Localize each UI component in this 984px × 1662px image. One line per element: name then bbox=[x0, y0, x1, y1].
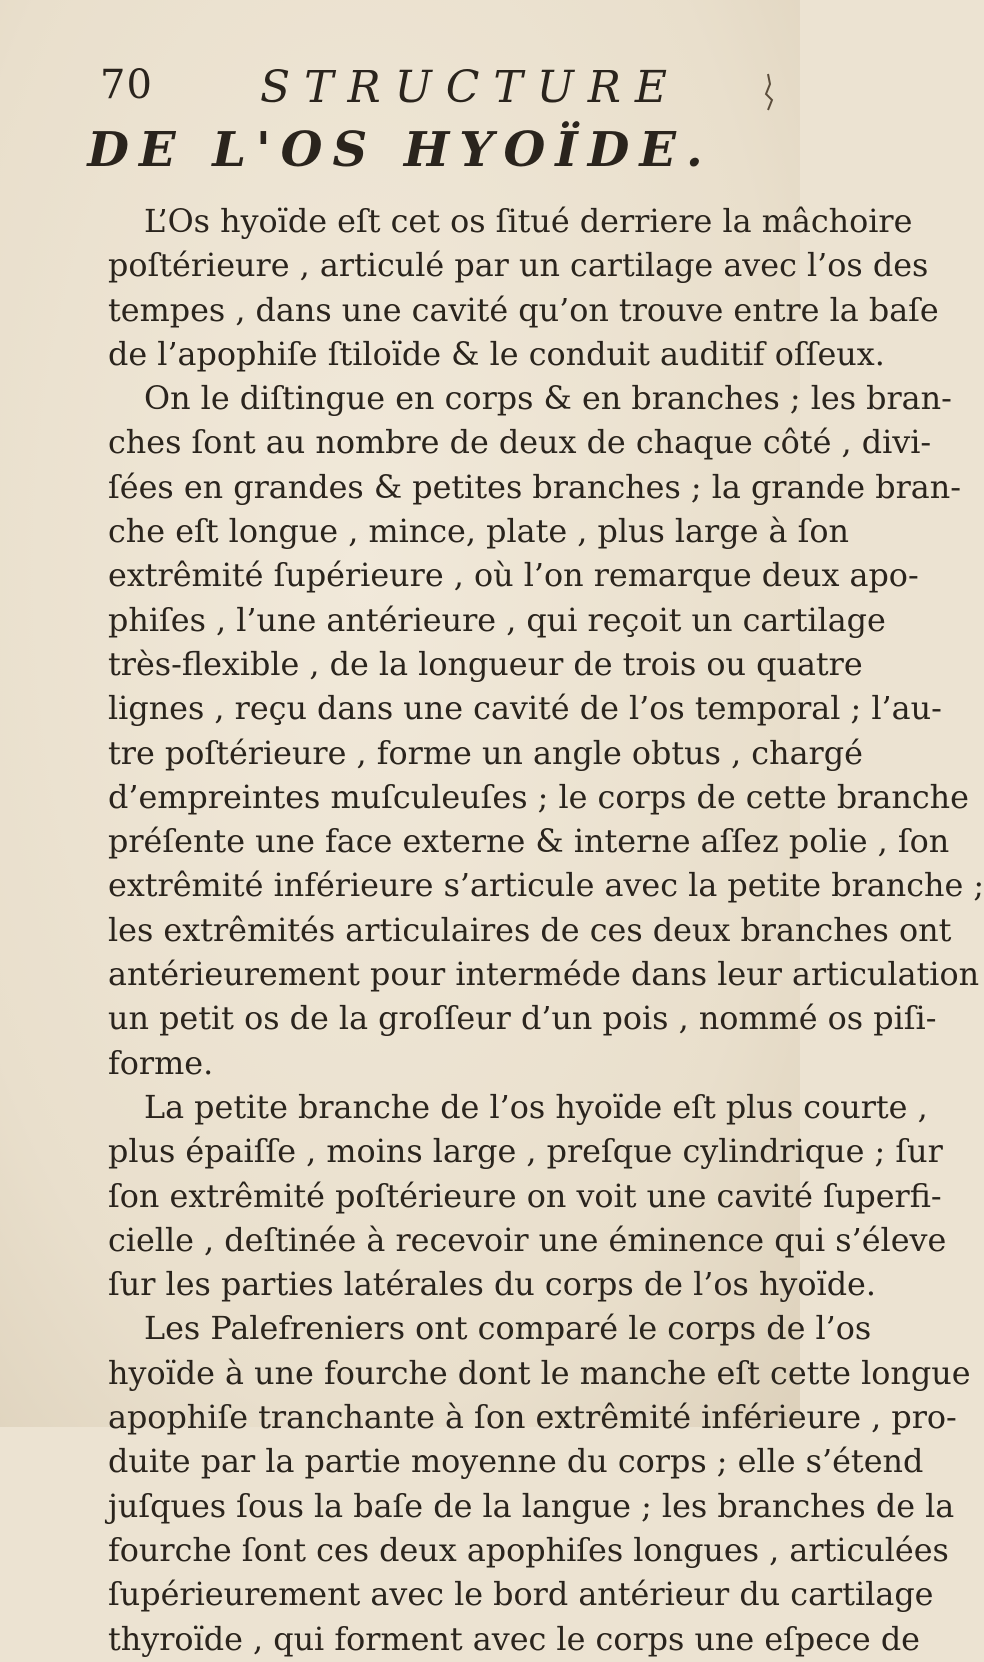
text-line: tempes , dans une cavité qu’on trouve entre la baſe bbox=[108, 291, 939, 329]
text-line: cielle , deſtinée à recevoir une éminence qui s’éleve bbox=[108, 1221, 947, 1259]
text-line: ſon extrêmité poſtérieure on voit une cavité ſuperfi- bbox=[108, 1177, 942, 1215]
text-line: L’Os hyoïde eſt cet os ſitué derriere la mâchoire bbox=[144, 203, 913, 240]
body-text bbox=[108, 200, 984, 1662]
running-title: STRUCTURE bbox=[260, 62, 682, 113]
text-line: extrêmité ſupérieure , où l’on remarque deux apo- bbox=[108, 557, 919, 595]
text-line: plus épaiſſe , moins large , preſque cylindrique ; ſur bbox=[108, 1133, 943, 1171]
paper-stain-mark bbox=[746, 70, 786, 120]
paragraph bbox=[108, 1307, 971, 1661]
text-line: d’empreintes muſculeuſes ; le corps de cette branche bbox=[108, 778, 969, 816]
text-line: che eſt longue , mince, plate , plus large à ſon bbox=[108, 513, 849, 551]
text-line: juſques ſous la baſe de la langue ; les branches de la bbox=[108, 1487, 955, 1525]
text-line: lignes , reçu dans une cavité de l’os temporal ; l’au- bbox=[108, 690, 942, 728]
page-number: 70 bbox=[100, 62, 153, 108]
text-line: hyoïde à une fourche dont le manche eſt cette longue bbox=[108, 1354, 971, 1392]
text-line: extrêmité inférieure s’articule avec la petite branche ; bbox=[108, 867, 984, 905]
text-line: phiſes , l’une antérieure , qui reçoit un cartilage bbox=[108, 601, 886, 639]
running-head bbox=[100, 62, 720, 112]
text-line: On le diſtingue en corps & en branches ; les bran- bbox=[144, 380, 952, 418]
text-line: forme. bbox=[108, 1044, 214, 1082]
text-line: ſur les parties latérales du corps de l’os hyoïde. bbox=[108, 1266, 876, 1304]
text-line: de l’apophiſe ſtiloïde & le conduit auditif oſſeux. bbox=[108, 335, 885, 373]
text-line: Les Palefreniers ont comparé le corps de l’os bbox=[144, 1310, 872, 1348]
text-line: ſées en grandes & petites branches ; la grande bran- bbox=[108, 468, 961, 506]
text-line: les extrêmités articulaires de ces deux branches ont bbox=[108, 911, 952, 949]
text-line: tre poſtérieure , forme un angle obtus , chargé bbox=[108, 734, 863, 772]
text-line: très-flexible , de la longueur de trois ou quatre bbox=[108, 645, 863, 683]
paragraph bbox=[108, 377, 984, 1086]
chapter-title: DE L'OS HYOÏDE. bbox=[87, 122, 713, 178]
text-line: préſente une face externe & interne aſſez polie , ſon bbox=[108, 823, 950, 861]
text-line: La petite branche de l’os hyoïde eſt plus courte , bbox=[144, 1088, 928, 1126]
text-line: fourche ſont ces deux apophiſes longues , articulées bbox=[108, 1531, 949, 1569]
text-line: antérieurement pour interméde dans leur articulation bbox=[108, 956, 980, 994]
paragraph bbox=[108, 1086, 947, 1307]
paragraph bbox=[108, 200, 939, 377]
text-line: un petit os de la groſſeur d’un pois , nommé os piſi- bbox=[108, 1000, 937, 1038]
text-line: ches ſont au nombre de deux de chaque côté , divi- bbox=[108, 424, 932, 462]
text-line: apophiſe tranchante à ſon extrêmité inférieure , pro- bbox=[108, 1399, 957, 1437]
text-line: ſupérieurement avec le bord antérieur du cartilage bbox=[108, 1576, 934, 1614]
text-line: thyroïde , qui forment avec le corps une eſpece de bbox=[108, 1620, 921, 1658]
text-line: poſtérieure , articulé par un cartilage avec l’os des bbox=[108, 247, 929, 285]
text-line: duite par la partie moyenne du corps ; elle s’étend bbox=[108, 1443, 924, 1481]
